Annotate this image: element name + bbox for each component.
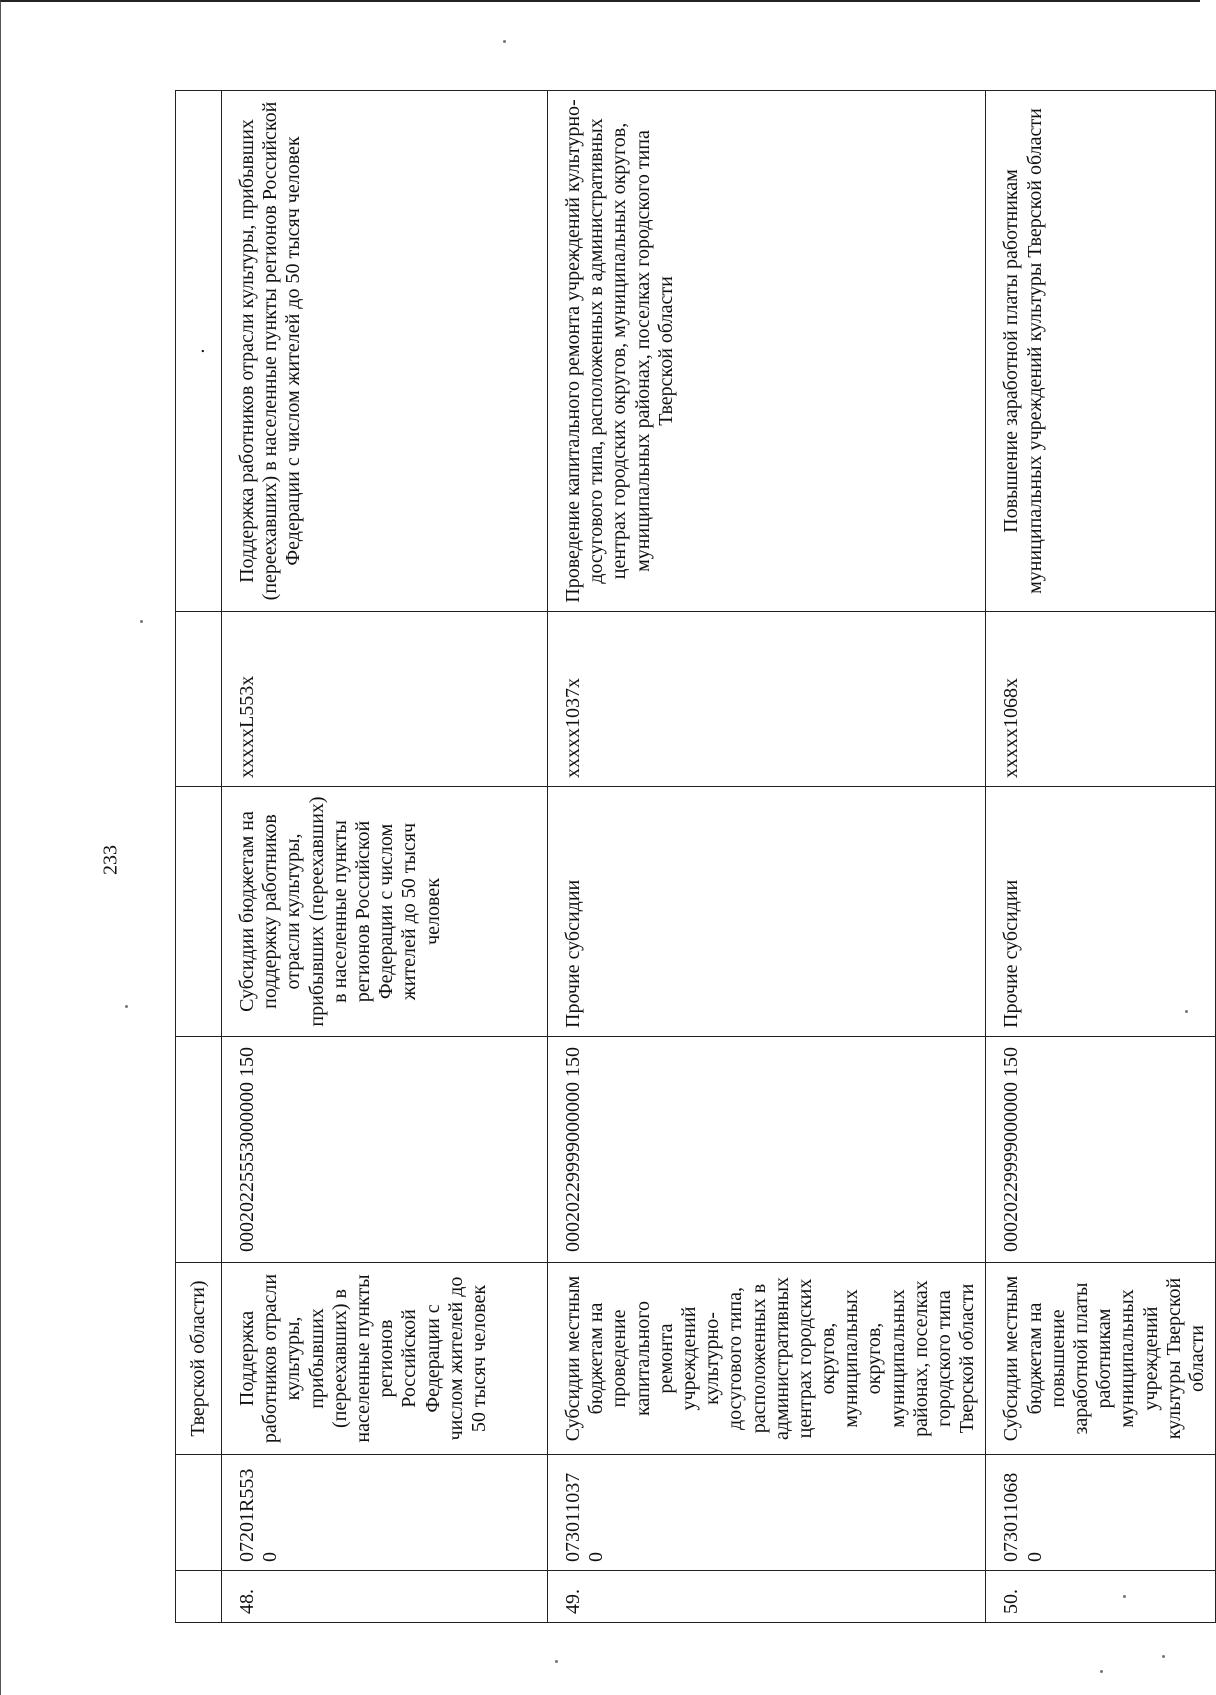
row-purpose: Субсидии местным бюджетам на проведение капитального ремонта учреждений культурно-досугового типа, расположенных в административных центрах городских округов, муниципальных округов, муниципальных районах, поселках городского типа Тверской области bbox=[548, 1263, 986, 1455]
row-code: 0730110370 bbox=[548, 1455, 986, 1571]
scan-speck bbox=[1162, 1655, 1165, 1658]
row-number: 49. bbox=[548, 1571, 986, 1623]
table-row bbox=[548, 91, 986, 1623]
row-target-code: xxxxx1068x bbox=[986, 612, 1216, 787]
scan-speck bbox=[140, 620, 143, 623]
row-budget-code: 00020229999000000 150 bbox=[986, 1037, 1216, 1263]
scan-speck bbox=[1123, 1595, 1126, 1598]
row-purpose: Субсидии местным бюджетам на повышение заработной платы работникам муниципальных учреждений культуры Тверской области bbox=[986, 1263, 1216, 1455]
header-cell-target-name: . bbox=[176, 91, 222, 612]
header-cell-target-code bbox=[176, 612, 222, 787]
rotated-table-wrapper bbox=[175, 91, 1208, 1623]
row-subsidy: Прочие субсидии bbox=[986, 787, 1216, 1037]
row-purpose: Поддержка работников отрасли культуры, прибывших (переехавших) в населенные пункты регионов Российской Федерации с числом жителей до 50 тысяч человек bbox=[222, 1263, 548, 1455]
subsidy-table bbox=[175, 90, 1216, 1623]
row-target-name: Поддержка работников отрасли культуры, прибывших (переехавших) в населенные пункты регионов Российской Федерации с числом жителей до 50 тысяч человек bbox=[222, 91, 548, 612]
header-cell-purpose: Тверской области) bbox=[176, 1263, 222, 1455]
scan-speck bbox=[555, 1660, 558, 1663]
row-target-code: xxxxx1037x bbox=[548, 612, 986, 787]
row-target-name: Повышение заработной платы работникам муниципальных учреждений культуры Тверской области bbox=[986, 91, 1216, 612]
row-code: 07201R5530 bbox=[222, 1455, 548, 1571]
row-number: 50. bbox=[986, 1571, 1216, 1623]
page-number: 233 bbox=[99, 845, 122, 875]
scan-speck bbox=[503, 40, 506, 43]
scan-speck bbox=[1100, 1670, 1103, 1673]
row-subsidy: Субсидии бюджетам на поддержку работников отрасли культуры, прибывших (переехавших) в населенные пункты регионов Российской Федерации с числом жителей до 50 тысяч человек bbox=[222, 787, 548, 1037]
row-number: 48. bbox=[222, 1571, 548, 1623]
header-cell-code bbox=[176, 1455, 222, 1571]
header-cell-number bbox=[176, 1571, 222, 1623]
row-target-name: Проведение капитального ремонта учреждений культурно-досугового типа, расположенных в административных центрах городских округов, муниципальных округов, муниципальных районах, поселках городского типа Тверской области bbox=[548, 91, 986, 612]
row-code: 0730110680 bbox=[986, 1455, 1216, 1571]
row-target-code: xxxxxL553x bbox=[222, 612, 548, 787]
scan-speck bbox=[125, 1005, 128, 1008]
row-budget-code: 00020225553000000 150 bbox=[222, 1037, 548, 1263]
table-header-row bbox=[176, 91, 222, 1623]
row-budget-code: 00020229999000000 150 bbox=[548, 1037, 986, 1263]
row-subsidy: Прочие субсидии bbox=[548, 787, 986, 1037]
table-row bbox=[222, 91, 548, 1623]
table-row bbox=[986, 91, 1216, 1623]
header-cell-subsidy bbox=[176, 787, 222, 1037]
scan-speck bbox=[1185, 1010, 1188, 1013]
header-cell-budget-code bbox=[176, 1037, 222, 1263]
